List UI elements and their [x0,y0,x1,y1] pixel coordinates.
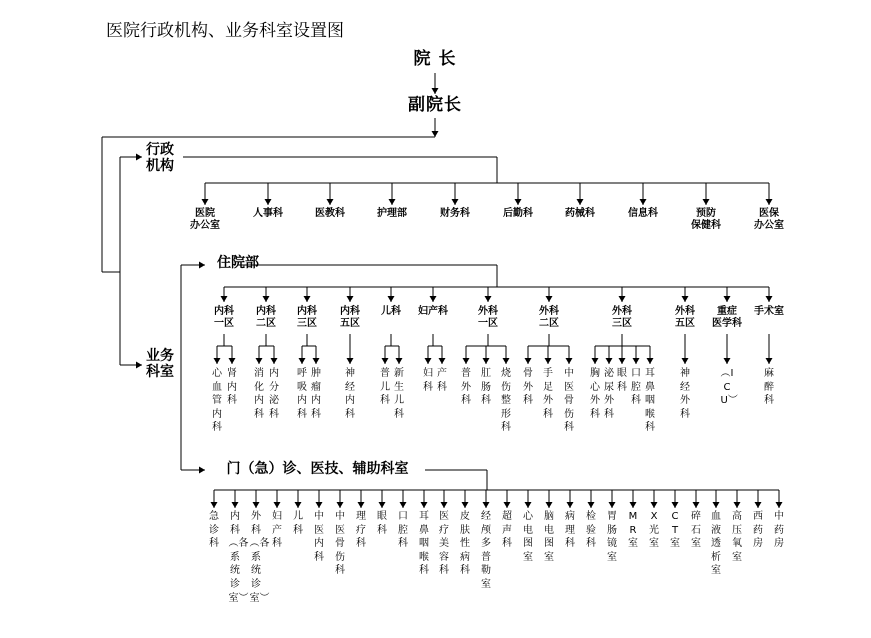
inpatient-group-9: 外科 五区 [675,306,695,329]
arrow-head [299,358,306,364]
admin-dept-4: 财务科 [440,208,470,219]
admin-dept-0: 医院 办公室 [190,208,220,231]
arrow-head [776,502,783,508]
arrow-head [136,362,142,369]
arrow-head [463,358,470,364]
admin-label: 行政 机构 [146,142,174,175]
arrow-head [483,358,490,364]
inpatient-dept-9-0: 神经外科 [680,368,690,420]
arrow-head [546,296,553,302]
arrow-head [525,358,532,364]
arrow-head [441,502,448,508]
arrow-head [304,296,311,302]
inpatient-dept-6-1: 肛肠科 [481,368,491,407]
arrow-head [425,358,432,364]
arrow-head [256,358,263,364]
arrow-head [682,296,689,302]
chart-title: 医院行政机构、业务科室设置图 [106,21,344,41]
inpatient-dept-1-1: 内分泌科 [269,368,279,420]
arrow-head [619,296,626,302]
arrow-head [358,502,365,508]
inpatient-dept-0-1: 肾内科 [227,368,237,407]
inpatient-group-5: 妇产科 [418,306,448,317]
arrow-head [379,502,386,508]
outpatient-dept-16: 脑电图室 [544,511,554,563]
arrow-head [199,467,205,474]
arrow-head [713,502,720,508]
arrow-head [545,358,552,364]
arrow-head [400,502,407,508]
arrow-head [388,296,395,302]
outpatient-dept-17: 病理科 [565,511,575,550]
outpatient-dept-11: 医疗美容科 [439,511,449,577]
outpatient-dept-18: 检验科 [586,511,596,550]
arrow-head [525,502,532,508]
arrow-head [421,502,428,508]
outpatient-dept-0: 急诊科 [209,511,219,550]
inpatient-group-10: 重症 医学科 [712,306,742,329]
arrow-head [619,358,626,364]
outpatient-dept-25: 高压氧室 [732,511,742,563]
arrow-head [734,502,741,508]
arrow-head [432,88,439,94]
outpatient-dept-4: 儿科 [293,511,303,536]
inpatient-dept-10-0: ︵ICU︶ [720,368,738,407]
outpatient-dept-2: 外科︵各系统诊室︶ [249,511,270,604]
outpatient-dept-23: 碎石室 [691,511,701,550]
inpatient-dept-8-4: 耳鼻咽喉科 [645,368,655,434]
arrow-head [439,358,446,364]
inpatient-group-1: 内科 二区 [256,306,276,329]
outpatient-dept-15: 心电图室 [523,511,533,563]
arrow-head [703,199,710,205]
admin-dept-1: 人事科 [253,208,283,219]
arrow-head [265,199,272,205]
outpatient-dept-9: 口腔科 [398,511,408,550]
outpatient-dept-1: 内科︵各系统诊室︶ [228,511,249,604]
inpatient-dept-7-2: 中医骨伤科 [564,368,574,434]
inpatient-dept-8-2: 眼科 [617,368,627,393]
admin-dept-2: 医教科 [315,208,345,219]
business-label: 业务 科室 [146,348,174,381]
inpatient-dept-8-3: 口腔科 [631,368,641,407]
arrow-head [316,502,323,508]
arrow-head [766,358,773,364]
inpatient-group-11: 手术室 [754,306,784,317]
inpatient-dept-1-0: 消化内科 [254,368,264,420]
arrow-head [382,358,389,364]
inpatient-dept-4-1: 新生儿科 [394,368,404,420]
arrow-head [136,154,142,161]
arrow-head [263,296,270,302]
arrow-head [229,358,236,364]
arrow-head [313,358,320,364]
arrow-head [592,358,599,364]
outpatient-dept-27: 中药房 [774,511,784,550]
inpatient-dept-2-1: 肿瘤内科 [311,368,321,420]
arrow-head [640,199,647,205]
inpatient-dept-5-0: 妇科 [423,368,433,393]
outpatient-dept-5: 中医内科 [314,511,324,563]
arrow-head [546,502,553,508]
inpatient-dept-11-0: 麻醉科 [764,368,774,407]
arrow-head [647,358,654,364]
arrow-head [452,199,459,205]
inpatient-dept-5-1: 产科 [437,368,447,393]
arrow-head [766,296,773,302]
arrow-head [609,502,616,508]
inpatient-group-7: 外科 二区 [539,306,559,329]
inpatient-group-0: 内科 一区 [214,306,234,329]
admin-dept-7: 信息科 [628,208,658,219]
outpatient-dept-19: 胃肠镜室 [607,511,617,563]
arrow-head [567,502,574,508]
admin-dept-8: 预防 保健科 [691,208,721,231]
outpatient-label: 门（急）诊、医技、辅助科室 [226,461,409,477]
arrow-head [430,296,437,302]
inpatient-dept-0-0: 心血管内科 [212,368,222,434]
arrow-head [606,358,613,364]
arrow-head [274,502,281,508]
inpatient-group-8: 外科 三区 [612,306,632,329]
arrow-head [232,502,239,508]
admin-dept-3: 护理部 [377,208,407,219]
inpatient-dept-3-0: 神经内科 [345,368,355,420]
outpatient-dept-26: 西药房 [753,511,763,550]
arrow-head [483,502,490,508]
arrow-head [271,358,278,364]
arrow-head [462,502,469,508]
arrow-head [693,502,700,508]
inpatient-group-2: 内科 三区 [297,306,317,329]
outpatient-dept-22: CT室 [670,511,680,550]
arrow-head [202,199,209,205]
vice-president-node: 副院长 [408,95,462,115]
admin-dept-6: 药械科 [565,208,595,219]
outpatient-dept-7: 理疗科 [356,511,366,550]
inpatient-dept-4-0: 普儿科 [380,368,390,407]
arrow-head [630,502,637,508]
outpatient-dept-10: 耳鼻咽喉科 [419,511,429,577]
inpatient-dept-8-1: 泌尿外科 [604,368,614,420]
arrow-head [396,358,403,364]
arrow-head [337,502,344,508]
arrow-head [766,199,773,205]
arrow-head [221,296,228,302]
outpatient-dept-20: MR室 [628,511,638,550]
arrow-head [672,502,679,508]
inpatient-dept-8-0: 胸心外科 [590,368,600,420]
arrow-head [327,199,334,205]
inpatient-group-4: 儿科 [381,306,401,317]
arrow-head [682,358,689,364]
inpatient-dept-6-2: 烧伤整形科 [501,368,511,434]
arrow-head [389,199,396,205]
outpatient-dept-14: 超声科 [502,511,512,550]
inpatient-label: 住院部 [217,255,259,271]
arrow-head [515,199,522,205]
arrow-head [485,296,492,302]
arrow-head [432,131,439,137]
arrow-head [651,502,658,508]
arrow-head [214,358,221,364]
outpatient-dept-3: 妇产科 [272,511,282,550]
inpatient-group-3: 内科 五区 [340,306,360,329]
arrow-head [633,358,640,364]
arrow-head [724,296,731,302]
inpatient-dept-6-0: 普外科 [461,368,471,407]
admin-dept-5: 后勤科 [503,208,533,219]
inpatient-dept-7-1: 手足外科 [543,368,553,420]
outpatient-dept-12: 皮肤性病科 [460,511,470,577]
inpatient-group-6: 外科 一区 [478,306,498,329]
arrow-head [295,502,302,508]
inpatient-dept-2-0: 呼吸内科 [297,368,307,420]
arrow-head [566,358,573,364]
arrow-head [577,199,584,205]
inpatient-dept-7-0: 骨外科 [523,368,533,407]
arrow-head [253,502,260,508]
outpatient-dept-8: 眼科 [377,511,387,536]
arrow-head [347,358,354,364]
arrow-head [588,502,595,508]
arrow-head [724,358,731,364]
arrow-head [199,262,205,269]
admin-dept-9: 医保 办公室 [754,208,784,231]
outpatient-dept-6: 中医骨伤科 [335,511,345,577]
outpatient-dept-24: 血液透析室 [711,511,721,577]
outpatient-dept-21: X光室 [649,511,659,550]
arrow-head [504,502,511,508]
president-node: 院 长 [413,49,457,69]
arrow-head [347,296,354,302]
arrow-head [755,502,762,508]
arrow-head [503,358,510,364]
arrow-head [211,502,218,508]
outpatient-dept-13: 经颅多普勒室 [481,511,491,590]
